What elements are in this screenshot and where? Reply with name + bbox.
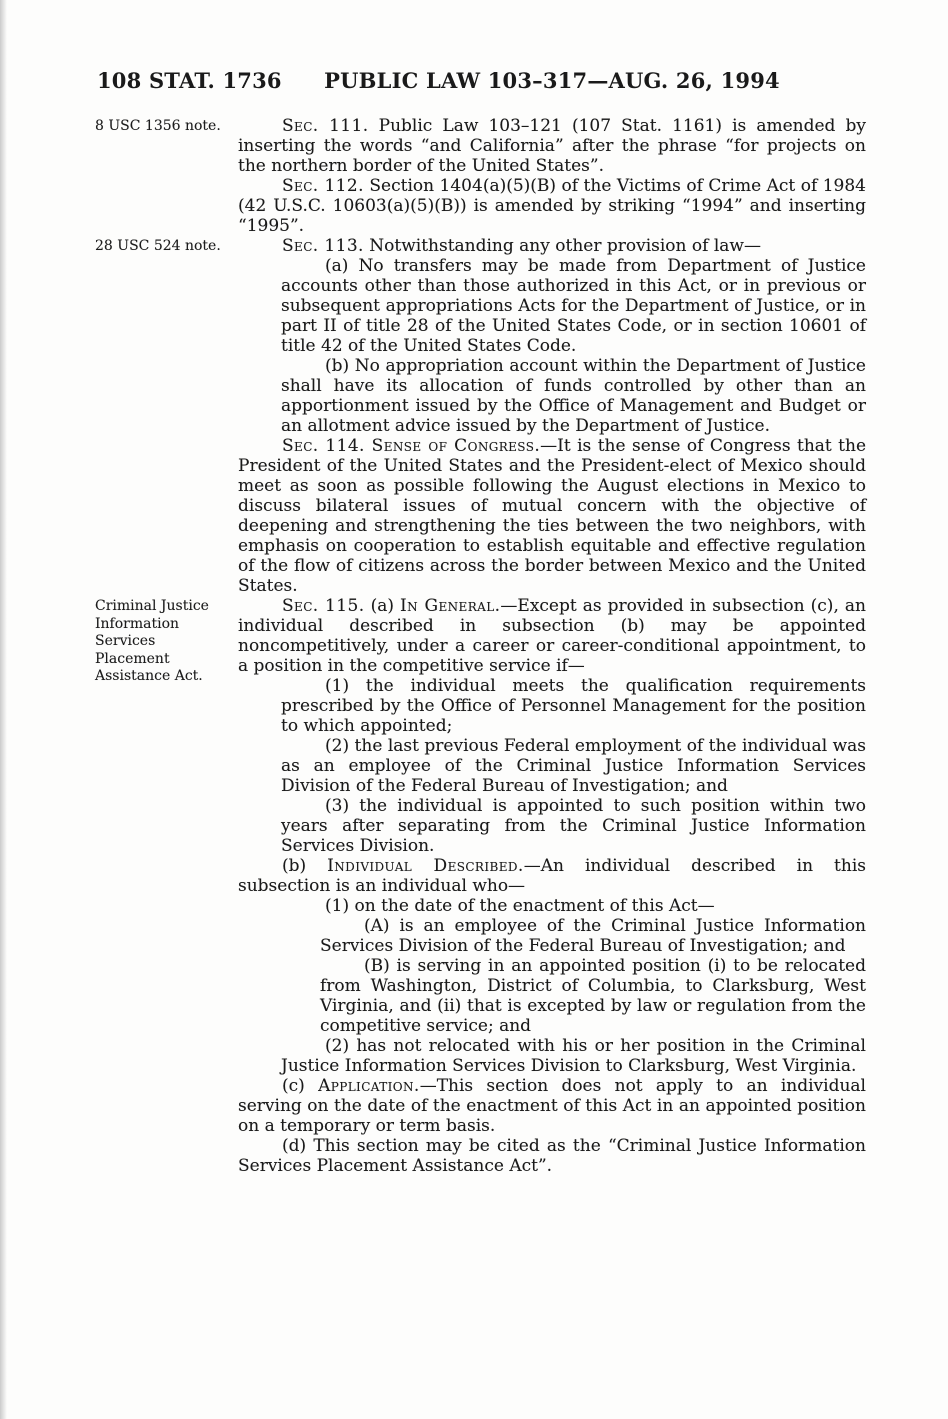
sec-115-b-1 [281,896,866,916]
sec-115-c [238,1076,866,1136]
sec-115-a-3 [281,796,866,856]
text-run: (d) This section may be cited as the “Criminal Justice Information Services Placement Assistance Act”. [238,1136,866,1176]
text-run: (a) No transfers may be made from Department of Justice accounts other than those authorized in this Act, or in previous or subsequent appropriations Acts for the Department of Justice, or in part II of title 28 of the United States Code, or in section 10601 of title 42 of the United States Code. [281,256,866,356]
margin-note-sec-113 [95,238,235,256]
text-run: (2) has not relocated with his or her position in the Criminal Justice Information Services Division to Clarksburg, West Virginia. [281,1036,866,1076]
sec-115-b-2 [281,1036,866,1076]
small-caps-run: Sec. 114. Sense of Congress. [282,436,541,456]
sec-115-b-1-B [320,956,866,1036]
text-run: (a) [364,596,401,616]
text-run: (b) [282,856,328,876]
sec-115-a-2 [281,736,866,796]
text-run: (1) the individual meets the qualification requirements prescribed by the Office of Personnel Management for the position to which appointed; [281,676,866,736]
sec-111 [238,116,866,176]
sec-115-d [238,1136,866,1176]
text-run: —An individual described in this subsection is an individual who— [238,856,866,896]
margin-note-line: Placement [95,650,170,667]
sec-112 [238,176,866,236]
body-text-column [238,116,866,1176]
small-caps-run: Individual Described. [327,856,524,876]
text-run: (A) is an employee of the Criminal Justice Information Services Division of the Federal Bureau of Investigation; and [320,916,866,956]
sec-114 [238,436,866,596]
margin-note-sec-115 [95,598,235,686]
small-caps-run: Sec. 115. [282,596,365,616]
text-run: (3) the individual is appointed to such position within two years after separating from the Criminal Justice Information Services Division. [281,796,866,856]
margin-note-line: 8 USC 1356 note. [95,118,221,134]
sec-115-b-1-A [320,916,866,956]
small-caps-run: Sec. 112. [282,176,364,196]
text-run: Public Law 103–121 (107 Stat. 1161) is amended by inserting the words “and California” after the phrase “for projects on the northern border of the United States”. [238,116,866,176]
text-run: (c) [282,1076,319,1096]
text-run: —This section does not apply to an individual serving on the date of the enactment of this Act in an appointed position on a temporary or term basis. [238,1076,866,1136]
small-caps-run: In General. [400,596,501,616]
scan-edge-shadow [0,0,7,1419]
text-run: (B) is serving in an appointed position (i) to be relocated from Washington, District of Columbia, to Clarksburg, West Virginia, and (ii) that is excepted by law or regulation from the competitive service; and [320,956,866,1036]
statute-page-number: 108 STAT. 1736 [97,68,282,93]
sec-113 [238,236,866,256]
sec-115-a-1 [281,676,866,736]
sec-115-b [238,856,866,896]
margin-note-line: Assistance Act. [95,668,203,684]
small-caps-run: Sec. 111. [282,116,369,136]
text-run: (b) No appropriation account within the Department of Justice shall have its allocation of funds controlled by other than an apportionment issued by the Office of Management and Budget or an allotment advice issued by the Department of Justice. [281,356,866,436]
sec-115 [238,596,866,676]
text-run: Notwithstanding any other provision of law— [363,236,761,256]
text-run: (2) the last previous Federal employment of the individual was as an employee of the Criminal Justice Information Services Division of the Federal Bureau of Investigation; and [281,736,866,796]
margin-note-line: 28 USC 524 note. [95,238,221,254]
margin-note-line: Criminal Justice [95,598,209,614]
public-law-title: PUBLIC LAW 103–317—AUG. 26, 1994 [324,68,780,93]
text-run: —Except as provided in subsection (c), an individual described in subsection (b) may be appointed noncompetitively, under a career or career-conditional appointment, to a position in the competitive service if— [238,596,866,676]
small-caps-run: Application. [318,1076,420,1096]
text-run: Section 1404(a)(5)(B) of the Victims of Crime Act of 1984 (42 U.S.C. 10603(a)(5)(B)) is amended by striking “1994” and inserting “1995”. [238,176,866,236]
margin-note-sec-111 [95,118,235,136]
text-run: —It is the sense of Congress that the President of the United States and the President-elect of Mexico should meet as soon as possible following the August elections in Mexico to discuss bilateral issues of mutual concern with the objective of deepening and strengthening the ties between the two neighbors, with emphasis on cooperation to establish equitable and effective regulation of the flow of citizens across the border between Mexico and the United States. [238,436,867,596]
margin-note-line: Services [95,633,156,649]
sec-113-b [281,356,866,436]
text-run: (1) on the date of the enactment of this Act— [325,896,715,916]
margin-note-line: Information [95,615,180,632]
small-caps-run: Sec. 113. [282,236,364,256]
sec-113-a [281,256,866,356]
